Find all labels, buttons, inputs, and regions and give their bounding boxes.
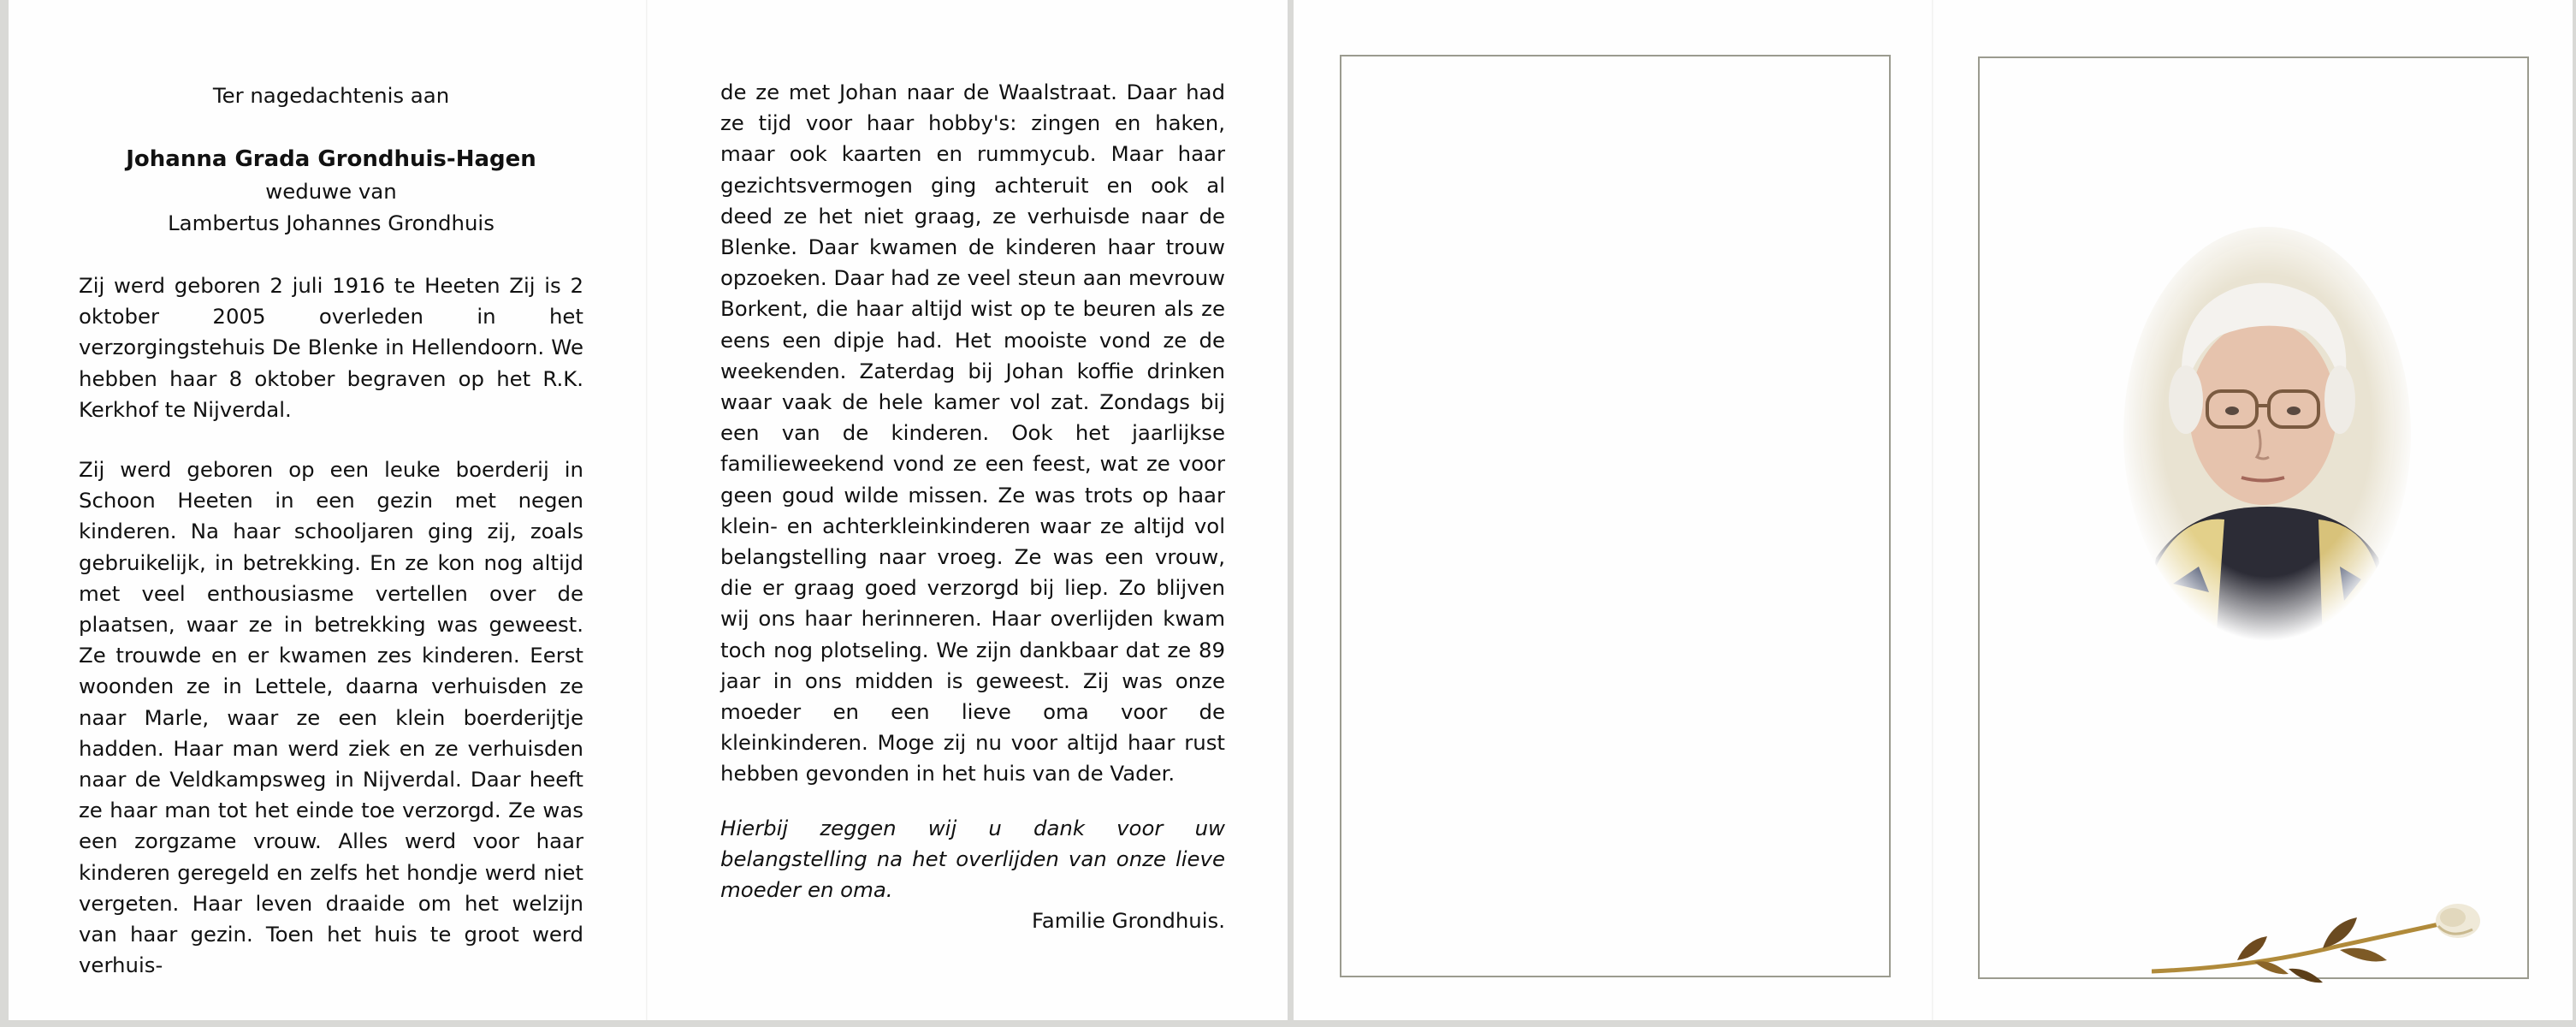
inner-card-sheet — [9, 0, 1288, 1020]
family-signature: Familie Grondhuis. — [1032, 908, 1225, 933]
paragraph-later-life: de ze met Johan naar de Waalstraat. Daar had ze tijd voor haar hobby's: zingen en haken, maar ook kaarten en rummycub. Maar haar gezichtsvermogen ging achteruit en ook al deed ze het niet graag, ze verhuisde naar de Blenke. Daar kwamen de kinderen haar trouw opzoeken. Daar had ze veel steun aan mevrouw Borkent, die haar altijd wist op te beuren als ze eens een dipje had. Het mooiste vond ze de weekenden. Zaterdag bij Johan koffie drinken waar vaak de hele kamer vol zat. Zondags bij een van de kinderen. Ook het jaarlijkse familieweekend vond ze een feest, wat ze voor geen goud wilde missen. Ze was trots op haar klein- en achterkleinkinderen waar ze altijd vol belangstelling naar vroeg. Ze was een vrouw, die er graag goed verzorgd bij liep. Zo blijven wij ons haar herinneren. Haar overlijden kwam toch nog plotseling. We zijn dankbaar dat ze 89 jaar in ons midden is geweest. Zij was onze moeder en een lieve oma voor de kleinkinderen. Moge zij nu voor altijd haar rust hebben gevonden in het huis van de Vader. — [720, 80, 1225, 787]
paragraph-life-story: Zij werd geboren op een leuke boerderij in Schoon Heeten in een gezin met negen kinderen. Na haar schooljaren ging zij, zoals gebruikelijk, in betrekking. En ze kon nog altijd met veel enthousiasme vertellen over de plaatsen, waar ze in betrekking was geweest. Ze trouwde en er kwamen zes kinderen. Eerst woonden ze in Lettele, daarna verhuisden ze naar Marle, waar ze een klein boerderijtje hadden. Haar man werd ziek en ze verhuisden naar de Veldkampsweg in Nijverdal. Daar heeft ze haar man tot het einde toe verzorgd. Ze was een zorgzame vrouw. Alles werd voor haar kinderen geregeld en zelfs het hondje werd niet vergeten. Haar leven draaide om het welzijn van haar gezin. Toen het huis te groot werd verhuis- — [79, 457, 583, 978]
blank-frame — [1340, 55, 1891, 977]
rose-icon — [2152, 899, 2485, 993]
paragraph-dates: Zij werd geboren 2 juli 1916 te Heeten Zij is 2 oktober 2005 overleden in het verzorgingstehuis De Blenke in Hellendoorn. We hebben haar 8 oktober begraven op het R.K. Kerkhof te Nijverdal. — [79, 273, 583, 422]
spouse-name: Lambertus Johannes Grondhuis — [168, 211, 494, 235]
portrait-photo — [2122, 224, 2413, 644]
fold-line — [1932, 0, 1933, 1020]
deceased-name: Johanna Grada Grondhuis-Hagen — [126, 146, 536, 172]
memorial-heading: Ter nagedachtenis aan — [212, 83, 450, 108]
thanks-text: Hierbij zeggen wij u dank voor uw belangstelling na het overlijden van onze lieve moeder en oma. — [720, 816, 1225, 903]
relation-text: weduwe van — [265, 179, 397, 204]
fold-line — [646, 0, 648, 1020]
